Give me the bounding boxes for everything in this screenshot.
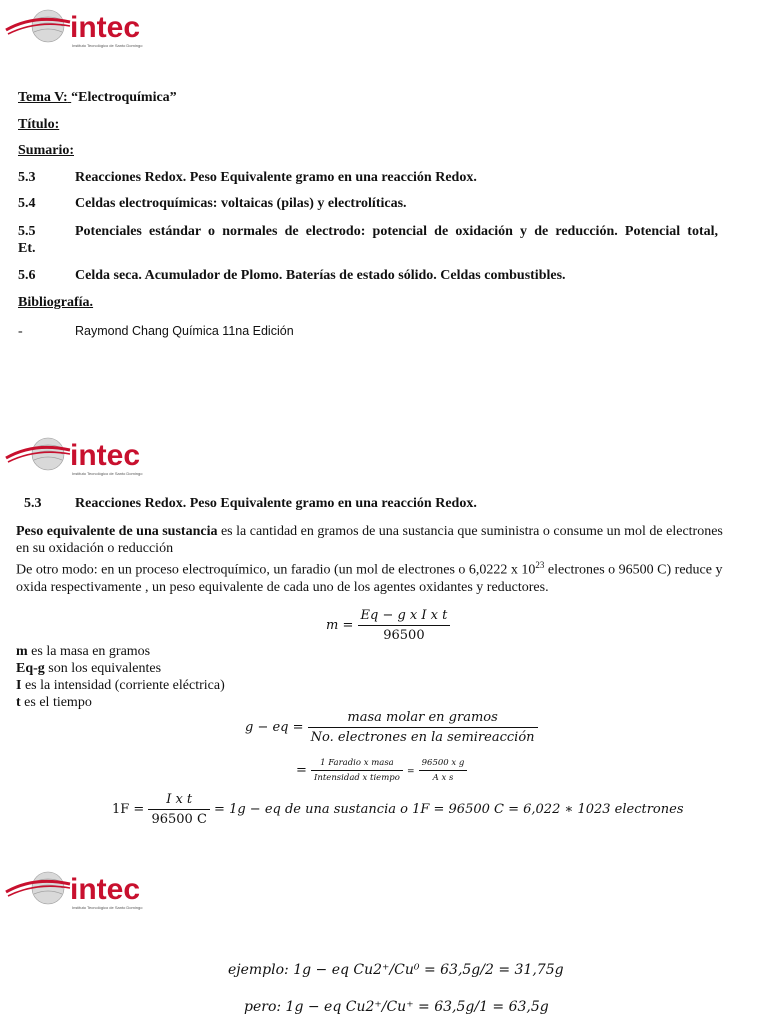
svg-text:Instituto Tecnológico de Santo: Instituto Tecnológico de Santo Domingo [72,471,143,476]
item-text-cont: Et. [18,241,36,256]
denominator: 96500 [383,628,425,643]
def-term: Peso equivalente de una sustancia [16,524,218,539]
def-row: I es la intensidad (corriente eléctrica) [16,678,225,693]
variable-definitions [16,643,225,711]
formula-lhs: g − eq = [245,720,304,735]
svg-text:intec: intec [70,439,141,472]
exponent: 23 [535,560,545,570]
formula-fraction [419,758,468,783]
bibliografia-label: Bibliografía. [18,295,94,310]
item-text: Potenciales estándar o normales de electrodo: potencial de oxidación y de reducción. Potencial total, [75,224,718,239]
def-row: t es el tiempo [16,695,92,710]
denominator: 96500 C [151,812,207,827]
section-heading [24,496,724,514]
formula-rest: = 1g − eq de una sustancia o 1F = 96500 C = 6,022 ∗ 1023 electrones [214,802,684,817]
globe-icon [6,872,70,904]
section-title: Reacciones Redox. Peso Equivalente gramo en una reacción Redox. [75,496,477,511]
numerator: 1 Faradio x masa [311,758,403,771]
def-text: es la cantidad en gramos de una sustancia que suministra o consume un mol de electrones [217,524,723,539]
sumario-label: Sumario: [18,143,74,158]
denominator: Intensidad x tiempo [314,773,400,783]
numerator: Eq − g x I x t [358,608,451,626]
other-line2: oxida respectivamente , un peso equivalente de cada uno de los agentes oxidantes y reductores. [16,579,549,595]
formula-lhs: m = [326,618,354,633]
other-text-b: electrones o 96500 C) reduce y [544,562,723,578]
tema-value: “Electroquímica” [71,90,177,105]
svg-text:intec: intec [70,873,141,906]
formula-fraction [148,792,209,827]
def-line2: en su oxidación o reducción [16,541,174,556]
globe-icon [6,10,70,42]
formula-fraction [308,710,538,745]
svg-text:intec: intec [70,11,141,44]
section-number: 5.3 [24,496,42,511]
tema-heading [18,90,177,106]
tema-label: Tema V: [18,90,68,105]
item-text: Reacciones Redox. Peso Equivalente gramo en una reacción Redox. [75,170,477,185]
item-number: 5.5 [18,224,36,239]
numerator: I x t [148,792,209,810]
sumario-item [18,268,718,286]
formula-fraction [311,758,403,783]
example-1: ejemplo: 1g − eq Cu2⁺/Cu⁰ = 63,5g/2 = 31,75g [228,962,564,978]
equals-sign: = [406,767,415,777]
denominator: No. electrones en la semireacción [310,730,535,745]
item-text: Celda seca. Acumulador de Plomo. Baterías de estado sólido. Celdas combustibles. [75,268,566,283]
intec-logo [4,434,154,480]
svg-text:Instituto Tecnológico de Santo: Instituto Tecnológico de Santo Domingo [72,43,143,48]
intec-logo [4,868,154,914]
intec-logo [4,6,154,52]
sumario-item [18,170,718,188]
equals-sign: = [296,763,307,778]
definition-paragraph [16,523,756,596]
formula-faradio [296,758,467,783]
item-number: 5.6 [18,268,36,283]
formula-lhs: 1F = [112,802,145,817]
bib-entry: Raymond Chang Química 11na Edición [75,324,294,338]
globe-icon [6,438,70,470]
item-number: 5.3 [18,170,36,185]
svg-text:Instituto Tecnológico de Santo: Instituto Tecnológico de Santo Domingo [72,905,143,910]
sumario-item [18,196,718,214]
item-number: 5.4 [18,196,36,211]
other-text-a: De otro modo: en un proceso electroquímico, un faradio (un mol de electrones o 6,0222 x 10 [16,562,536,578]
item-text: Celdas electroquímicas: voltaicas (pilas) y electrolíticas. [75,196,407,211]
formula-geq [245,710,538,745]
def-row: m es la masa en gramos [16,644,151,659]
titulo-label: Título: [18,117,60,132]
def-row: Eq-g son los equivalentes [16,661,162,676]
formula-fraction [358,608,451,643]
denominator: A x s [432,773,454,783]
sumario-item [18,224,718,260]
formula-mass [326,608,450,643]
bib-dash: - [18,324,23,339]
formula-faraday [112,792,684,827]
numerator: masa molar en gramos [308,710,538,728]
numerator: 96500 x g [419,758,468,771]
example-2: pero: 1g − eq Cu2⁺/Cu⁺ = 63,5g/1 = 63,5g [244,999,549,1015]
